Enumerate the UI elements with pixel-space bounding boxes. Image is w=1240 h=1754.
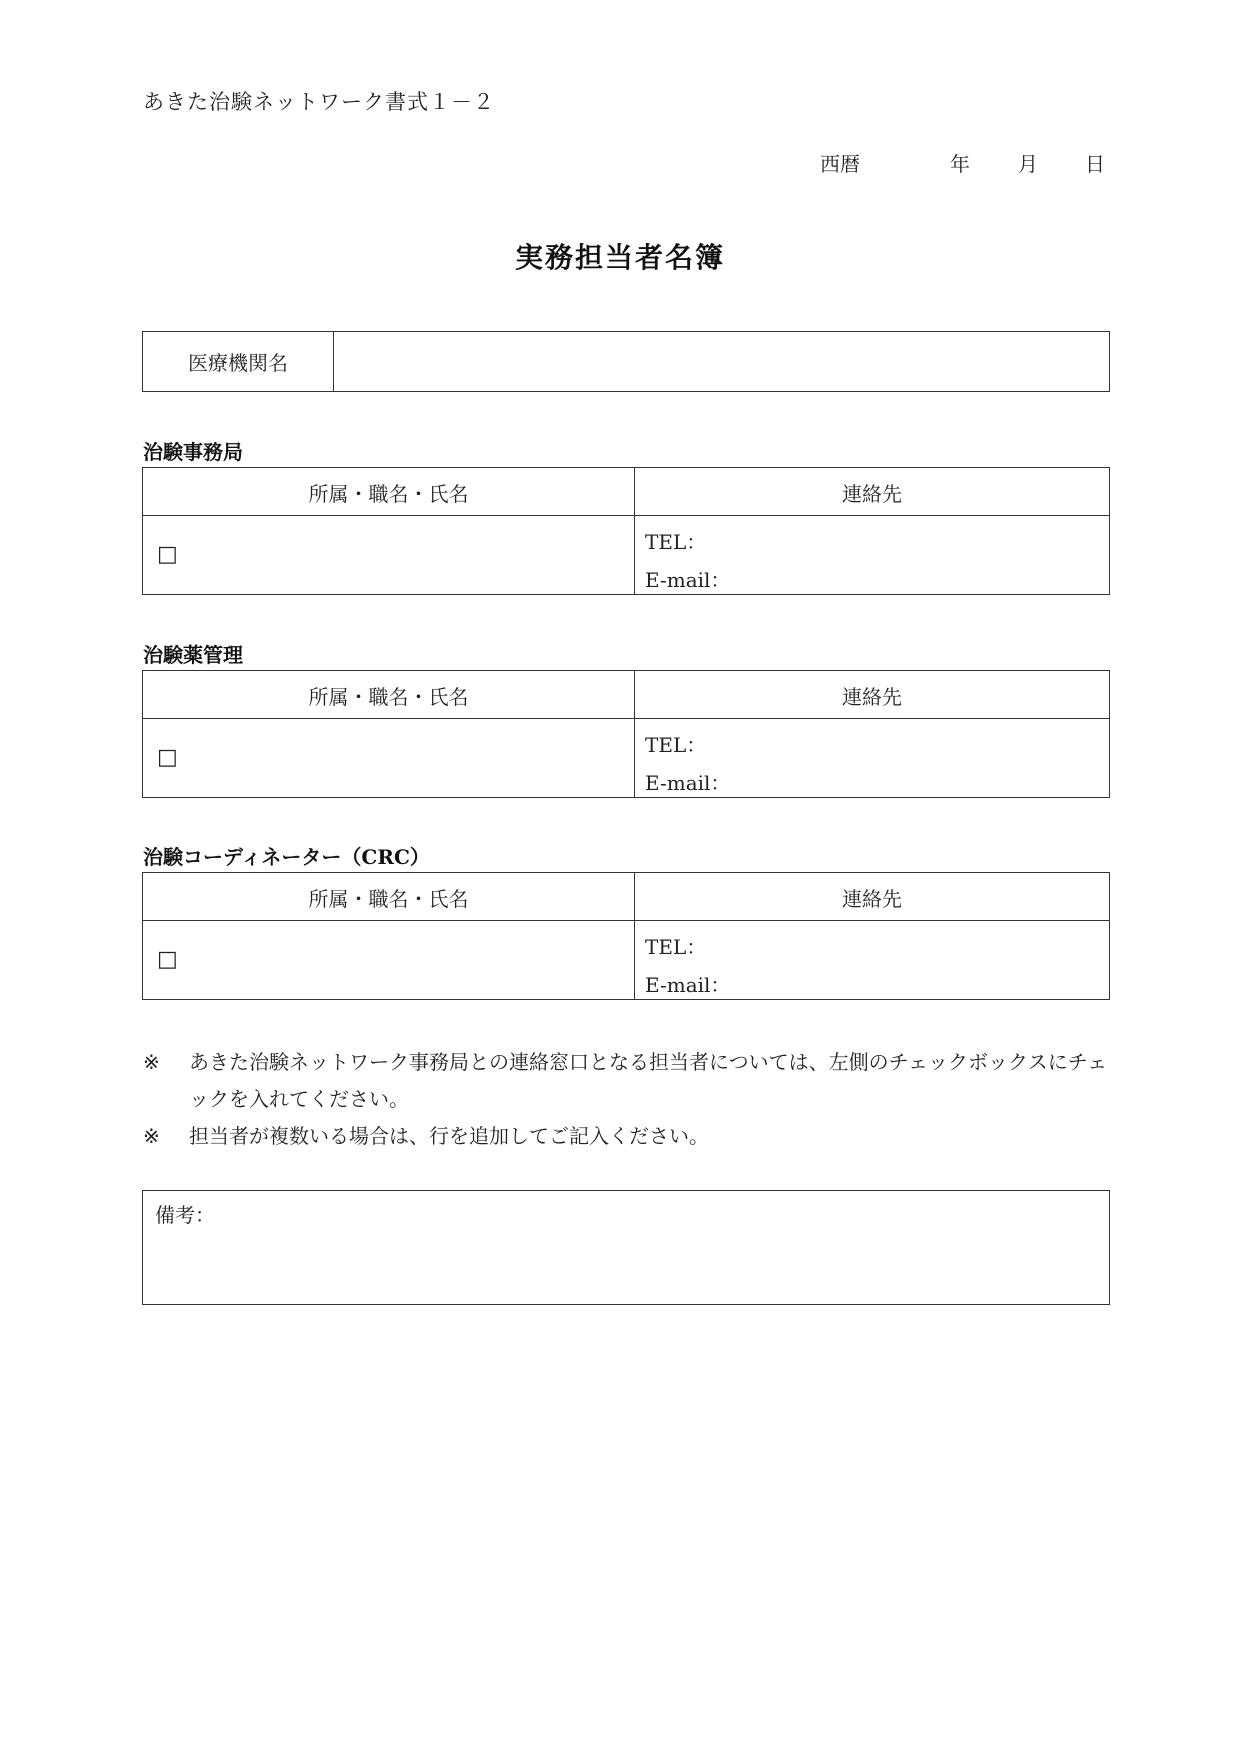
- col-header-affiliation: 所属・職名・氏名: [308, 886, 469, 911]
- email-label: E-mail：: [645, 568, 731, 592]
- section-title-drug: 治験薬管理: [143, 643, 243, 667]
- remarks-box[interactable]: [142, 1190, 1110, 1305]
- checkbox[interactable]: □: [157, 542, 178, 567]
- form-id: あきた治験ネットワーク書式１－２: [143, 90, 495, 114]
- table-crc: [142, 872, 1110, 1000]
- note-text: あきた治験ネットワーク事務局との連絡窓口となる担当者については、左側のチェックボックスにチェックを入れてください。: [189, 1050, 1108, 1111]
- col-header-contact: 連絡先: [842, 886, 902, 911]
- email-label: E-mail：: [645, 973, 731, 997]
- tel-label: TEL：: [645, 530, 707, 554]
- note-mark: ※: [143, 1124, 160, 1148]
- table-office: [142, 467, 1110, 595]
- date-row: [820, 148, 1110, 178]
- tel-label: TEL：: [645, 935, 707, 959]
- date-day: 日: [1085, 152, 1105, 176]
- note-item: [143, 1118, 1113, 1155]
- notes: [143, 1044, 1113, 1155]
- date-year: 年: [950, 152, 970, 176]
- email-label: E-mail：: [645, 771, 731, 795]
- table-drug: [142, 670, 1110, 798]
- institution-box: [142, 331, 1110, 392]
- col-header-affiliation: 所属・職名・氏名: [308, 684, 469, 709]
- institution-label: 医療機関名: [143, 332, 334, 391]
- checkbox[interactable]: □: [157, 745, 178, 770]
- date-era: 西暦: [820, 152, 860, 176]
- col-header-contact: 連絡先: [842, 684, 902, 709]
- note-item: [143, 1044, 1113, 1118]
- section-title-crc: 治験コーディネーター（CRC）: [143, 845, 430, 869]
- section-title-office: 治験事務局: [143, 440, 243, 464]
- col-header-contact: 連絡先: [842, 481, 902, 506]
- tel-label: TEL：: [645, 733, 707, 757]
- institution-field[interactable]: [334, 332, 1109, 391]
- remarks-label: 備考：: [155, 1203, 215, 1227]
- page-title: 実務担当者名簿: [514, 241, 725, 274]
- note-text: 担当者が複数いる場合は、行を追加してご記入ください。: [189, 1124, 709, 1148]
- note-mark: ※: [143, 1050, 160, 1074]
- date-month: 月: [1018, 152, 1038, 176]
- col-header-affiliation: 所属・職名・氏名: [308, 481, 469, 506]
- checkbox[interactable]: □: [157, 947, 178, 972]
